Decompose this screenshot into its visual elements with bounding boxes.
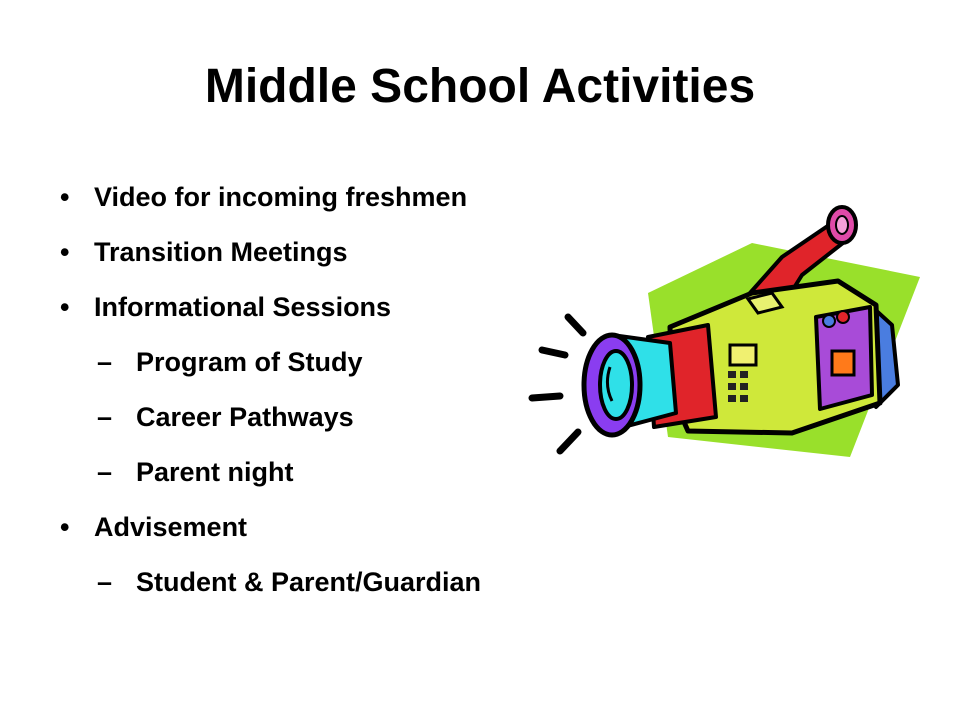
- sub-bullet-text: Parent night: [136, 457, 294, 487]
- slide-title: Middle School Activities: [204, 60, 756, 113]
- sub-bullet-marker: –: [97, 457, 113, 487]
- sub-bullet-marker: –: [97, 567, 113, 597]
- bullet-text: Informational Sessions: [94, 292, 392, 322]
- bullet-text: Advisement: [94, 512, 248, 542]
- bullet-marker: •: [60, 512, 70, 542]
- bullet-marker: •: [60, 182, 70, 212]
- motion-lines: [532, 317, 583, 451]
- bullet-text: Transition Meetings: [94, 237, 348, 267]
- sub-bullet-marker: –: [97, 402, 113, 432]
- sub-bullet-text: Student & Parent/Guardian: [136, 567, 482, 597]
- bullet-marker: •: [60, 237, 70, 267]
- bullet-marker: •: [60, 292, 70, 322]
- sub-bullet-marker: –: [97, 347, 113, 377]
- sub-bullet-text: Program of Study: [136, 347, 363, 377]
- camera-accent-square: [832, 351, 854, 375]
- video-camera-icon: [520, 195, 940, 465]
- bullet-text: Video for incoming freshmen: [94, 182, 468, 212]
- sub-bullet-text: Career Pathways: [136, 402, 354, 432]
